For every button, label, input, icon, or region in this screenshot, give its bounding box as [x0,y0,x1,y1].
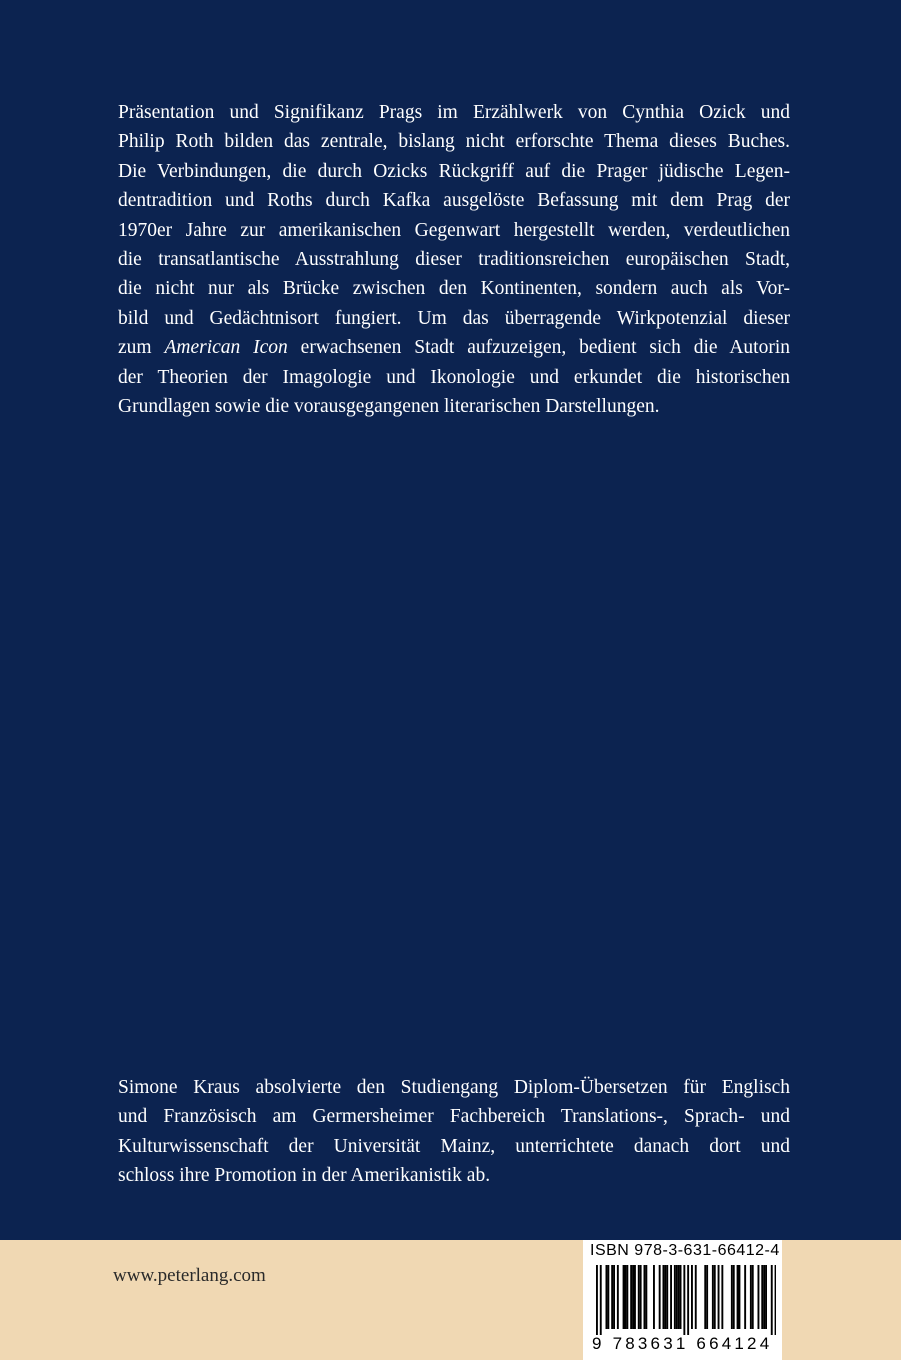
barcode-bar [683,1265,685,1335]
barcode-bar [706,1265,708,1329]
barcode-bar [704,1265,706,1329]
blurb-line: der Theorien der Imagologie und Ikonologie und erkundet die historischen [118,366,790,388]
italic-title: American Icon [164,337,288,359]
barcode-bar [606,1265,608,1329]
barcode-bar [737,1265,739,1329]
barcode-bar [666,1265,668,1329]
barcode-bar [625,1265,627,1329]
blurb-segment: erwachsenen Stadt aufzuzeigen, bedient sich die Autorin [287,337,790,359]
barcode-bar [771,1265,773,1335]
barcode-bar [714,1265,716,1329]
barcode-bar [596,1265,598,1335]
barcode-bar [623,1265,625,1329]
blurb-line: die nicht nur als Brücke zwischen den Kontinenten, sondern auch als Vor- [118,278,790,300]
barcode-bar [640,1265,642,1329]
barcode-bar [664,1265,666,1329]
barcode-bar [653,1265,655,1329]
barcode-bar [644,1265,646,1329]
barcode-bar [752,1265,754,1329]
barcode-bar [721,1265,723,1329]
blurb-line: die transatlantische Ausstrahlung dieser traditionsreichen europäischen Stadt, [118,249,790,271]
barcode-bar [739,1265,741,1329]
barcode-bar [659,1265,661,1329]
blurb-line: bild und Gedächtnisort fungiert. Um das überragende Wirkpotenzial dieser [118,307,790,329]
blurb-line: Grundlagen sowie die vorausgegangenen literarischen Darstellungen. [118,396,660,418]
author-bio-line: schloss ihre Promotion in der Amerikanistik ab. [118,1165,491,1187]
barcode-bar [663,1265,665,1329]
barcode-bar [617,1265,619,1329]
blurb-text [118,98,790,421]
barcode-bar [678,1265,680,1329]
barcode-bar [744,1265,746,1329]
barcode-bar [712,1265,714,1329]
barcode-bar [630,1265,632,1329]
barcode-bar [765,1265,767,1329]
barcode-bar [687,1265,689,1335]
author-bio [118,1073,790,1191]
barcode-bar [607,1265,609,1329]
barcode-bar [676,1265,678,1329]
blurb-line-with-italic [118,333,790,362]
blurb-segment: zum [118,337,165,359]
barcode-bar [645,1265,647,1329]
barcode-bar [718,1265,720,1329]
barcode-bar [632,1265,634,1329]
barcode-bar [670,1265,672,1329]
publisher-website-link[interactable]: www.peterlang.com [113,1265,266,1286]
barcode-bar [731,1265,733,1329]
barcode-bar [626,1265,628,1329]
barcode-bar [733,1265,735,1329]
author-bio-line: und Französisch am Germersheimer Fachbereich Translations-, Sprach- und [118,1106,790,1128]
author-bio-line: Simone Kraus absolvierte den Studiengang Diplom-Übersetzen für Englisch [118,1077,790,1098]
isbn-label: ISBN 978-3-631-66412-4 [590,1242,780,1259]
barcode-bar [638,1265,640,1329]
barcode-bar [680,1265,682,1329]
barcode-bar [775,1265,776,1335]
blurb-line: 1970er Jahre zur amerikanischen Gegenwart hergestellt werden, verdeutlichen [118,219,790,241]
barcode-image [596,1265,776,1335]
blurb-line: Philip Roth bilden das zentrale, bislang nicht erforschte Thema dieses Buches. [118,131,790,153]
barcode-bar [600,1265,602,1335]
barcode-bar [691,1265,693,1329]
isbn-digits: 9 783631 664124 [592,1334,773,1353]
barcode-bar [695,1265,697,1329]
barcode-bar [758,1265,760,1329]
blurb-line: Die Verbindungen, die durch Ozicks Rückgriff auf die Prager jüdische Legen- [118,160,790,182]
barcode-bar [611,1265,613,1329]
barcode-bar [674,1265,676,1329]
blurb-line: Präsentation und Signifikanz Prags im Erzählwerk von Cynthia Ozick und [118,102,790,123]
barcode-bar [750,1265,752,1329]
barcode-bar [613,1265,615,1329]
author-bio-line: Kulturwissenschaft der Universität Mainz, unterrichtete danach dort und [118,1135,790,1157]
barcode-bar [761,1265,763,1329]
blurb-line: dentradition und Roths durch Kafka ausgelöste Befassung mit dem Prag der [118,190,790,212]
barcode-bar [763,1265,765,1329]
barcode-bar [634,1265,636,1329]
